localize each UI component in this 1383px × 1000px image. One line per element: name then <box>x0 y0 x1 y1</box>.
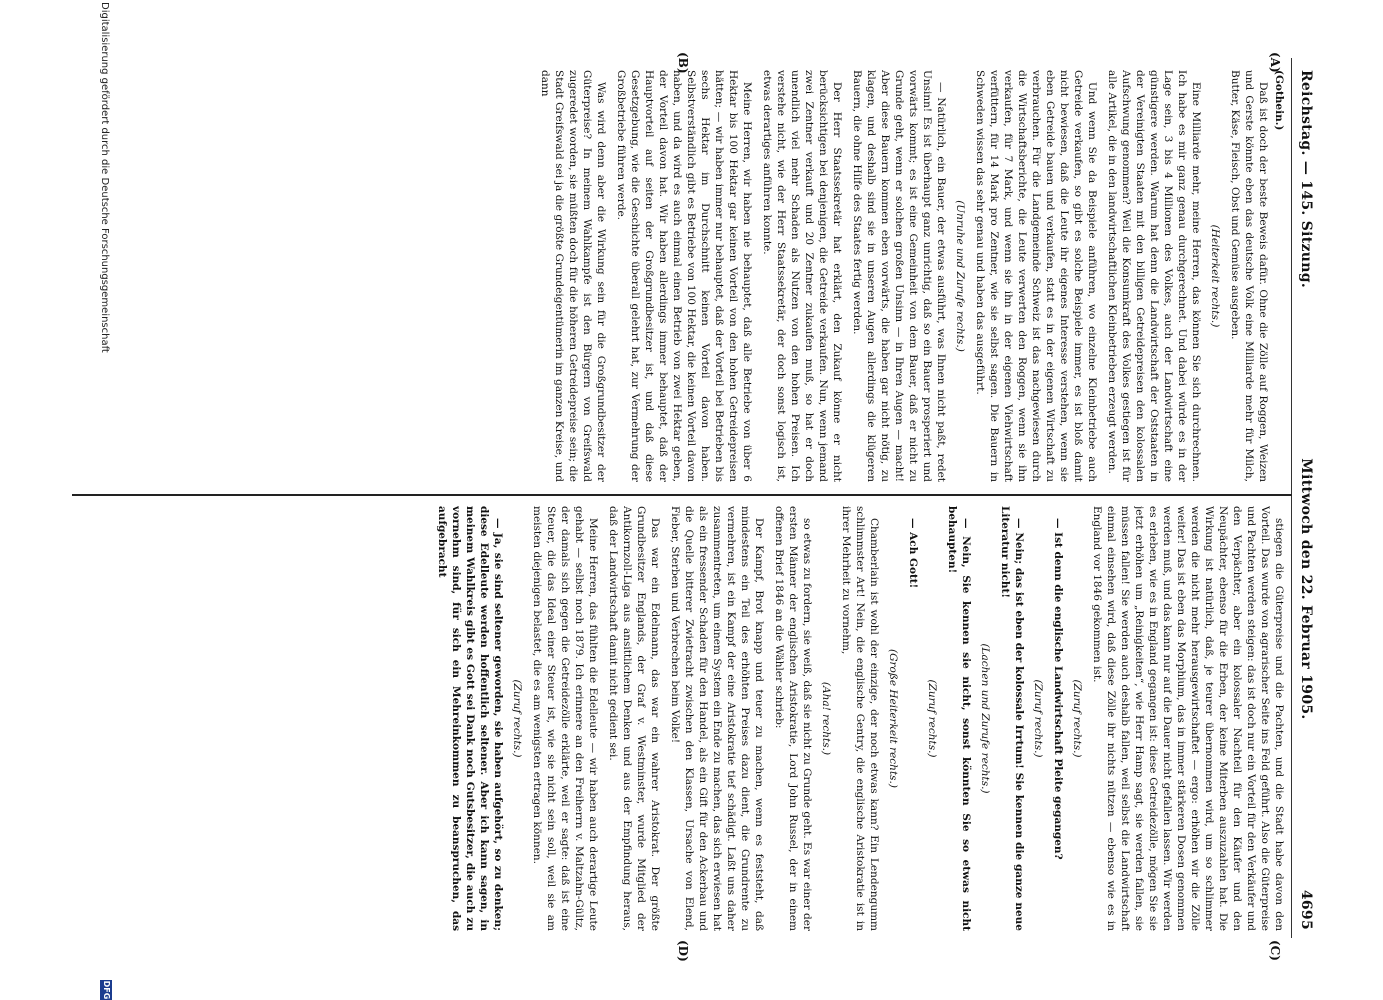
digitization-credit: Digitalisierung gefördert durch die Deutsche Forschungsgemeinschaft <box>99 2 110 353</box>
interjection: (Zuruf rechts.) <box>926 679 938 758</box>
paragraph: so etwas zu fordern, sie weiß, daß sie nicht zu Grunde geht. Es war einer der ersten Männer der englischen Aristokratie, Lord John Russel, der in einem offenen Brief 1846 an die Wähler schrieb: <box>773 506 813 931</box>
interjection: (Aha! rechts.) <box>820 681 832 756</box>
paragraph: Und wenn Sie da Beispiele anführen, wo einzelne Kleinbetriebe auch Getreide verkaufen, so gibt es solche Beispiele immer, es ist bloß damit nicht bewiesen, daß die Leute ihr eigenes Interesse verstehen, wenn sie eben Getreide bauen und verkaufen, statt es in der eigenen Wirtschaft zu verbrauchen. Für die Landgemeinde Schweiz ist das nachgewiesen durch die Wirtschaftsberichte, die Leute verwerten den Roggen, wenn sie ihn verkaufen, für 7 Mark, und wenn sie ihn in der eigenen Viehwirtschaft verfüttern, für 14 Mark pro Zentner, wie sie selbst sagen. Die Bauern in Schweden wissen das sehr genau und haben das ausgeführt. <box>974 70 1098 482</box>
paragraph: Der Herr Staatssekretär hat erklärt, den Zukauf könne er nicht berücksichtigen bei denjenigen, die Getreide verkaufen. Nun, wenn jemand zwei Zentner verkauft und 20 Zentner zukaufen muß, so hat er doch unendlich viel mehr Schaden als Nutzen von den hohen Preisen. Ich verstehe nicht, wie der Herr Staatssekretär, der doch sonst logisch ist, etwas derartiges anführen konnte. <box>761 70 843 482</box>
header-left: Reichstag. — 145. Sitzung. <box>1298 70 1314 289</box>
left-column <box>86 70 1286 482</box>
right-column <box>86 506 1286 931</box>
paragraph: Chamberlain ist wohl der einzige, der noch etwas kann? Ein Lendengumm schlimmster Art! Nein, die englische Gentry, die englische Aristokratie ist in ihrer Mehrheit zu vornehm, <box>840 506 880 931</box>
quotation: Der Kampf, Brot knapp und teuer zu machen, wenn es feststeht, daß mindestens ein Teil des erhöhten Preises dazu dient, die Grundrente zu vermehren, ist ein Kampf der eine Aristokratie tief schädigt. Laßt uns daher zusammentreten, um einem System ein Ende zu machen, das sich erwiesen hat als ein fressender Schaden für den Handel, als ein Gift für den Ackerbau und die Quelle bitterer Zwietracht zwischen den Klassen, Ursache von Elend, Fieber, Sterben und Verbrechen beim Volke! <box>669 506 765 931</box>
marker-a: (A) <box>1268 52 1282 73</box>
paragraph: — Natürlich, ein Bauer, der etwas ausführt, was Ihnen nicht paßt, redet Unsinn! Es ist überhaupt ganz unrichtig, daß so ein Bauer prosperiert und vorwärts kommt; es ist eine Gemeinheit von dem Bauer, daß er nicht zu Grunde geht, wenn er solchen großen Unsinn — in Ihren Augen — macht! Aber diese Bauern kommen eben vorwärts, die haben gar nicht nötig, zu klagen, und deshalb sind sie in unseren Augen allerdings die klügeren Bauern, die ohne Hilfe des Staates fertig werden. <box>851 70 947 482</box>
paragraph: Was wird denn aber die Wirkung sein für die Großgrundbesitzer der Güterpreise? In meinem Wahlkampfe ist den Bürgern von Greifswald zugeredet worden, sie müßten doch für die höheren Getreidepreise sein; die Stadt Greifswald sei ja die größte Grundeigentümerin im ganzen Kreise, und dann <box>539 70 607 482</box>
interjection: (Zuruf rechts.) <box>511 679 523 758</box>
paragraph: — Ist denn die englische Landwirtschaft Pleite gegangen? <box>1052 518 1064 860</box>
interjection: (Heiterkeit rechts.) <box>1209 224 1221 328</box>
paragraph: — Nein, Sie kennen sie nicht, sonst könnten Sie so etwas nicht behaupten! <box>946 506 972 931</box>
header-rule <box>1291 58 1292 938</box>
interjection: (Große Heiterkeit rechts.) <box>887 649 899 788</box>
marker-c: (C) <box>1268 940 1282 961</box>
dfg-logo: DFG <box>102 980 111 1000</box>
header-date: Mittwoch den 22. Februar 1905. <box>1298 458 1314 720</box>
column-divider <box>72 494 1292 496</box>
paragraph: stiegen die Güterpreise und die Pachten, und die Stadt habe davon den Vorteil. Das wurde von agrarischer Seite ins Feld geführt. Also die Güterpreise und Pachten werden steigen: das ist doch nur ein Vorteil für den Verkäufer und den Verpächter, aber ein kolossaler Nachteil für den Käufer und den Neupächter, ebenso für die Erben, der keine Miterben auszuzahlen hat. Die Wirkung ist natürlich, daß, je teurer übernommen wird, um so schlimmer werden die nicht mehr herausgewirtschaftet — ergo: erhöhen wir die Zölle weiter! Das ist eben das Morphium, das in immer stärkeren Dosen genommen werden muß, und das kann nur auf die Dauer nicht gefallen lassen. Wir werden es erleben, wie es in England gegangen ist: diese Getreidezölle, mögen Sie sie jetzt erhöhen um „Reinigkeiten“, wie Herr Hamp sagt, sie werden fallen, sie müssen fallen! Sie werden auch deshalb fallen, weil selbst die Landwirtschaft einmal einsehen wird, daß diese Zölle ihr nichts nützen — ebenso wie es in England vor 1846 gekommen ist. <box>1091 506 1285 931</box>
paragraph: Eine Milliarde mehr, meine Herren, das können Sie sich durchrechnen. Ich habe es mir ganz genau durchgerechnet. Und dabei würde es in der Lage sein, 3 bis 4 Millionen des Volkes, auch der Landwirtschaft eine günstigere werden. Warum hat denn die Landwirtschaft der Oststaaten in der Vereinigten Staaten mit den billigen Getreidepreisen den kolossalen Aufschwung genommen? Weil die Konsumkraft des Volkes gestiegen ist für alle Artikel, die in den landwirtschaftlichen Kleinbetrieben erzeugt werden. <box>1106 70 1202 482</box>
paragraph: — Ja, sie sind seltener geworden, sie haben aufgehört, so zu denken; diese Edelleute werden hoffentlich seltener. Aber ich kann sagen, in meinem Wahlkreis gibt es Gott sei Dank noch Gutsbesitzer, die auch zu vornehm sind, für sich ein Mehreinkommen zu beanspruchen, das aufgebracht <box>436 506 504 931</box>
paragraph: Meine Herren, das fühlten die Edelleute — wir haben auch derartige Leute gehabt — selbst noch 1879. Ich erinnere an den Freiherrn v. Maltzahn-Gültz, der damals sich gegen die Getreidezölle erklärte, weil er sagte: daß ist eine Steuer, die das Ideal einer Steuer ist, wie sie nicht sein soll, weil sie am meisten diejenigen belastet, die es am wenigsten ertragen können. <box>531 506 599 931</box>
paragraph: Meine Herren, wir haben nie behauptet, daß alle Betriebe von über 6 Hektar bis 100 Hektar gar keinen Vorteil von den hohen Getreidepreisen hätten; — wir haben immer nur behauptet, daß der Vorteil bei Betrieben bis sechs Hektar im Durchschnitt keinen Vorteil davon haben. Selbstverständlich gibt es Betriebe von 100 Hektar, die keinen Vorteil davon haben, und da wird es auch einmal einen Betrieb von zwei Hektar geben, der Vorteil davon hat. Wir haben allerdings immer behauptet, daß der Hauptvorteil auf seiten der Großgrundbesitzer ist, und daß diese Gesetzgebung, wie die Geschichte überall gelehrt hat, zur Vermehrung der Großbetriebe führen werde. <box>615 70 753 482</box>
interjection: (Zuruf rechts.) <box>1032 679 1044 758</box>
page-number: 4695 <box>1298 889 1314 930</box>
interjection: (Zuruf rechts.) <box>1071 679 1083 758</box>
marker-b: (B) <box>676 52 690 74</box>
interjection: (Lachen und Zurufe rechts.) <box>979 643 991 794</box>
interjection: (Unruhe und Zurufe rechts.) <box>954 200 966 352</box>
paragraph: — Ach Gott! <box>907 518 919 589</box>
speaker-name: (Gothein.) <box>1273 70 1285 131</box>
paragraph: Daß ist doch der beste Beweis dafür. Ohne die Zölle auf Roggen, Weizen und Gerste könnte eben das deutsche Volk eine Milliarde mehr für Milch, Butter, Käse, Fleisch, Obst und Gemüse ausgeben. <box>1229 70 1269 482</box>
paragraph: Das war ein Edelmann, das war ein wahrer Aristokrat. Der größte Grundbesitzer Englands, der Graf v. Westminster, wurde Mitglied der Antikornzoll-Liga aus ansittlichem Denken und aus der Empfindung heraus, daß der Landwirtschaft damit nicht gedient sei. <box>607 506 661 931</box>
page-header <box>1294 70 1318 930</box>
paragraph: — Nein; das ist eben der kolossale Irrtum! Sie kennen die ganze neue Literatur nicht! <box>999 506 1025 931</box>
marker-d: (D) <box>676 940 690 962</box>
